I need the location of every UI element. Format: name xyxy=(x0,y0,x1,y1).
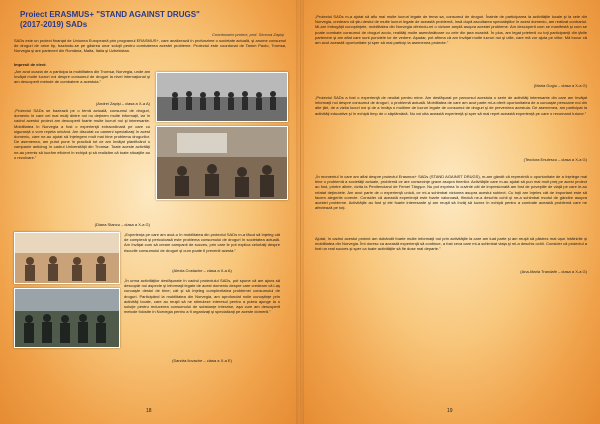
quote-2-signature: (Diana Stancu – clasa a X-a G) xyxy=(94,222,150,227)
classroom-photo xyxy=(156,126,288,200)
quote-3: „Experienţa pe care am avut-o în mobilitatea din proiectul SADs m-a făcut să înţeleg cât de complexă şi periculoasă este problema consumului de droguri în societatea actuală. Am învăţat cum să cream campanii de succes, prin care le pot explica celorlalţi despre riscurile consumului de droguri şi cum poate fi prevenit acesta." xyxy=(124,232,280,253)
book-spine xyxy=(296,0,304,424)
page-number-left: 18 xyxy=(146,408,152,414)
quote-6-signature: (Teodora Enulescu – clasa a X-a G) xyxy=(523,157,587,162)
quote-1: „Am avut ocazia de a participa la mobilitatea din Tromsø, Norvegia, unde am învăţat multe lucruri noi despre consumul de droguri la nivel internaţional şi am descoperit metode de combatere a acestuia." xyxy=(14,69,150,85)
intro-paragraph: SADs este un proiect finanţat de Uniunea Europeană prin programul ERASMUS+, care analizează în profunzime o societate actuală, şi anume consumul de droguri de orice tip, bazându-se pe găsirea unor soluţii pentru combaterea acestei probleme. Proiectul este coordonat de Tamm Paolo, Tromsø, Norvegia şi are parteneri din România, Malta, Italia şi Uzbekistan. xyxy=(14,38,286,54)
quote-7-continued: Ajutat, în cadrul acestui proiect am dobândit foarte multe informaţii noi prin activităţile la care am luat parte şi am reuşit să păstrez mai uşor întâlnirile şi mobilitatea din Norvegia. Îmi doresc ca această experienţă să continue, a fost ceva care mi-a schimbat viaţa şi mi-a deschis ochii. Consider că proiectul a fost un real succes şi sper ca toate activităţile să fie duse mai departe." xyxy=(315,236,587,252)
quote-6: „Proiectul SADs a fost o experienţă de neuitat pentru mine. Am desfăşurat pe parcursul acestuia o serie de activităţi interesante din care am învăţat informaţii noi despre consumul de droguri, o problemă actuală. Mobilitatea de care am avut parte mi-a oferit oportunitatea de a cunoaşte persoane noi din alte ţări, de a vizita locuri noi şi de a învăţa o multime de lucruri legate de consumul de droguri şi de prevenirea acestuia. De asemenea, am participat la activităţi educative şi în echipă timp de o săptămână. Nu voi uita această experienţă şi sper să mai repet această experienţă pe care o recomand tuturor." xyxy=(315,95,587,116)
quote-3-signature: (Alexia Costache – clasa a X-a A) xyxy=(172,268,232,273)
photo-icon xyxy=(15,289,119,347)
page-title xyxy=(20,10,280,30)
photo-icon xyxy=(157,127,287,199)
quote-7: „În momentul în care am aflat despre proiectul Erasmus+ SADs (STAND AGAINST DRUGS), m-am gândit că reprezintă o oportunitate de a înţelege mai bine o problemă a societăţii actuale, problemă ce are consecinţe grave asupra tinerilor. Activităţile care m-au ajutat să pun mai mult preţ pe acest proiect au fost, printre altele, vizita la Penitenciarul de Femei Târgşor. Nu pot exprima în cuvinte cât de impresionată am fost de poveştile de viaţă pe care le-au relatat deţinutele. Am avut parte de o experienţă unică, ce mi-a schimbat viziunea asupra acestui subiect. Cu toţii am înţeles cât de important este să facem alegerile corecte. Consider că această experienţă este foarte valoroasă, fiindcă ne-a deschis ochii şi ne-a schimbat modul de gândire asupra acestei probleme. Activităţile au fost şi ele foarte interesante şi am reuşit să învăţ să lucrez în echipă pentru a combate această problemă care ne afectează pe toţi. xyxy=(315,174,587,211)
outdoor-group-photo xyxy=(14,288,120,348)
title-line-1: Proiect ERASMUS+ "STAND AGAINST DRUGS" xyxy=(20,10,200,19)
photo-icon xyxy=(15,233,119,283)
page-number-right: 19 xyxy=(447,408,453,414)
photo-icon xyxy=(157,73,287,121)
group-photo-hall xyxy=(156,72,288,122)
quote-5: „Proiectul SADs m-a ajutat să aflu mai multe lucruri legate de tema sa, consumul de droguri. Înainte de participarea la activităţile locale şi la cele din Norvegia, credeam că ştiu destul de multe lucruri legate de această problemă, însă după ascultarea specialiştilor în acest domeniu, am realizat contrariul. Mi-am îmbogăţit cunoştinţele, mobilitatea din Norvegia oferindu-mi o viziune amplă asupra acestei probleme. Am descoperit cum se manifestă şi cum se poate combate consumul de droguri acolo, realităţi multe asemănătoare cu cele din ţara noastră. În plus, am legat prietenii cu toţi participanţii din ţările partenere şi am aflat care sunt punctele lor de vedere. Aşadar, pot afirma că am învăţat multe lucruri noi şi utile, care mă vor ajuta pe viitor. Mă bucur că am avut această oportunitate şi sper să mai particip la asemenea proiecte." xyxy=(315,14,587,46)
title-line-2: (2017-2019) SADs xyxy=(20,20,88,29)
quote-4: „În urma activităţilor desfăşurate în cadrul proiectului SADs, pot spune că am ajuns să descopăr noi aspecte şi informaţii legate de acest domeniu despre care credeam că l-aş cunoaşte destul de bine; cât şi să înţeleg complexitatea problemei consumului de droguri. Participând la mobilitatea din Norvegia, am aprofundat noile cunoştinţe prin activităţi locale, care au reuşit să ne stimuleze interesul pentru a putea ajunge la o soluţie pentru reducerea consumului de substanţe interzise, aşa cum am descoperit metode folosite în Norvegia pentru a fi organizaţi şi specializaţi pe aceste domenii." xyxy=(124,278,280,315)
quote-5-signature: (Maria Gogiu – clasa a X-a G) xyxy=(533,83,587,88)
conference-photo xyxy=(14,232,120,284)
quote-2: „Proiectul SADs se bazează pe o temă actuală, consumul de droguri, domeniu în care cei mai mulţi dintre noi nu deţinem multe informaţii, iar în cadrul acestui proiect am descoperit foarte multe lucruri noi şi interesante. Mobilitatea în Norvegia a fost o experienţă extraordinară pe care cu siguranţă o vom repeta oricând. Am discutat cu oameni specializaţi în acest domeniu, care ne-au ajutat să înţelegem mult mai bine problema drogurilor. De asemenea, am putut pune în practică tot ce am învăţat planificând o campanie antidrog în cadrul Universităţii din Tromsø. Toate aceste activităţi ne-au permis să lucrăm eficient în echipă şi să realizăm că toate situaţiile au o rezolvare." xyxy=(14,108,150,160)
quote-4-signature: (Sandra Ilovache – clasa a X-a E) xyxy=(172,358,232,363)
right-page xyxy=(300,0,600,424)
quote-7-signature: (Ana-Maria Trandafir – clasa a X-a G) xyxy=(520,269,587,274)
coordinator-credit: Coordonator proiect, prof. Simona Zapişi xyxy=(211,32,284,37)
impressions-heading: Impresii de elevi: xyxy=(14,62,47,67)
quote-1-signature: (Andrei Zapişi – clasa a X-a A) xyxy=(95,101,150,106)
